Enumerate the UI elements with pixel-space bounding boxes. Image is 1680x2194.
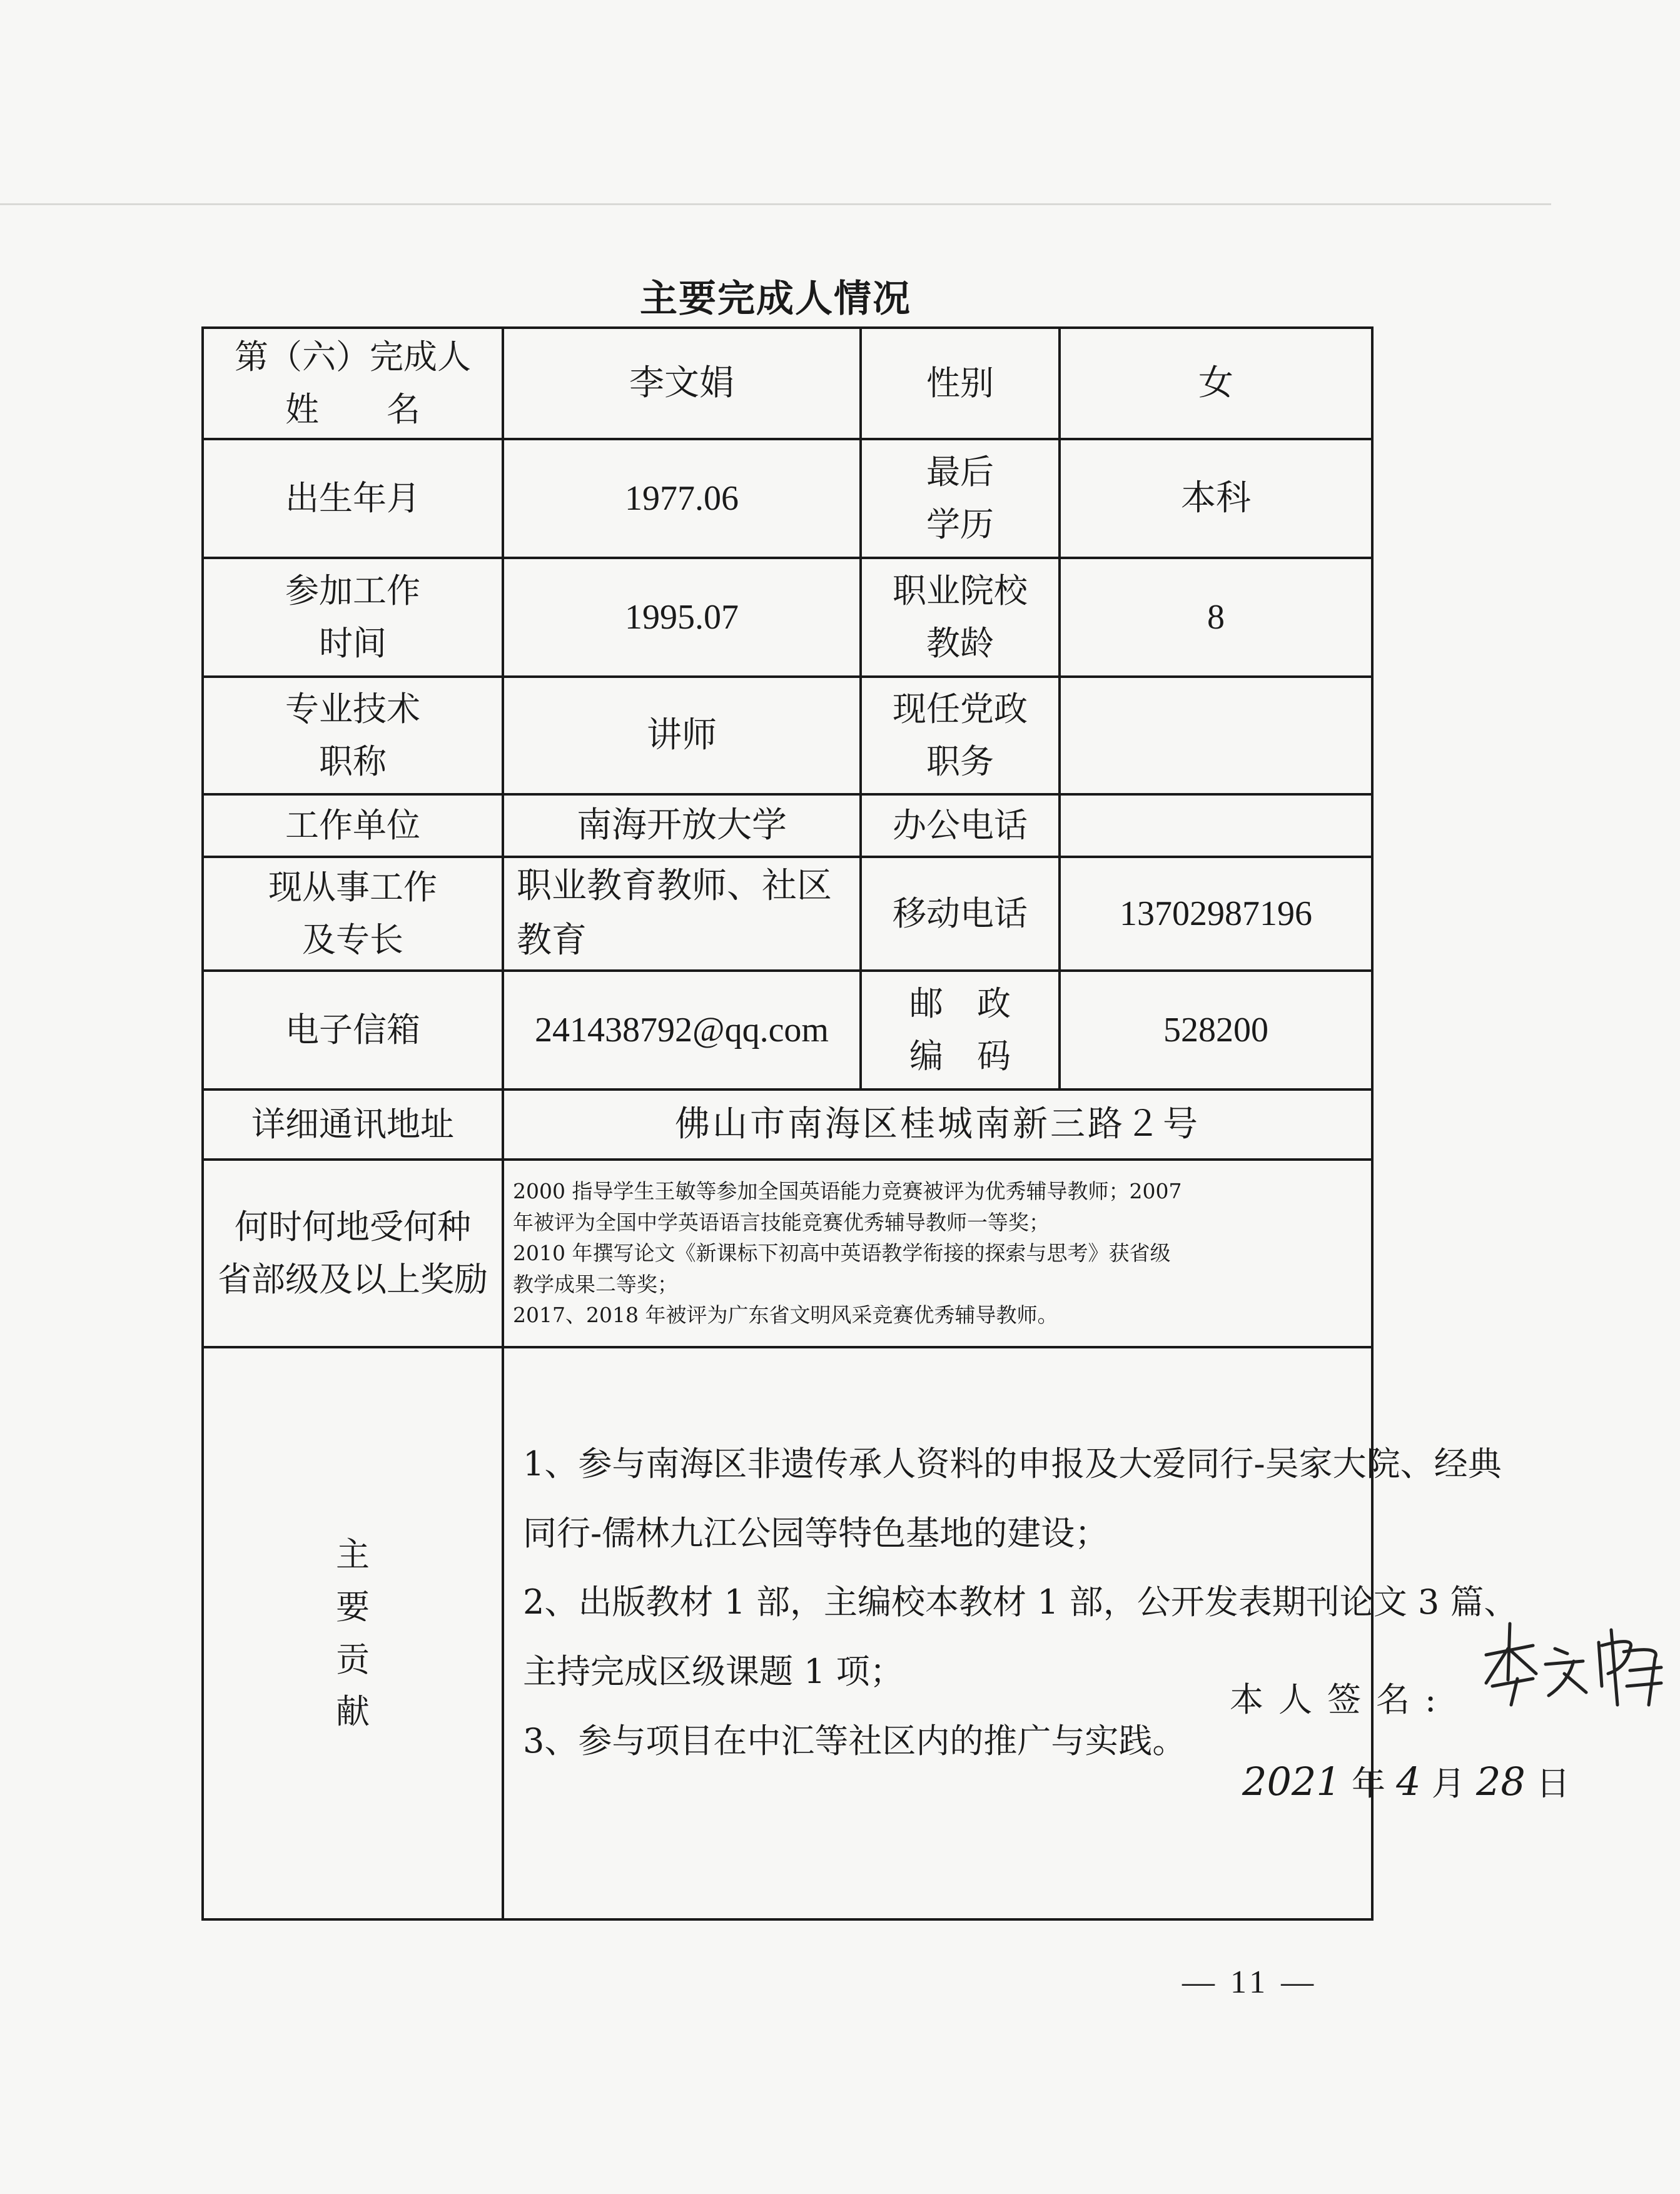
main-contribution-label: 主 要 贡 献 — [203, 1347, 503, 1919]
work-unit-value: 南海开放大学 — [503, 794, 861, 857]
awards-line: 教学成果二等奖； — [513, 1271, 678, 1297]
contribution-line: 3、参与项目在中汇等社区内的推广与实践。 — [523, 1721, 1187, 1761]
awards-line: 2010 年撰写论文《新课标下初高中英语教学衔接的探索与思考》获省级 — [513, 1241, 1171, 1266]
teaching-years-value: 8 — [1060, 558, 1372, 677]
current-work-value: 职业教育教师、社区 教育 — [503, 857, 861, 971]
signature-label: 本人签名: — [1230, 1680, 1452, 1719]
date-month: 4 — [1396, 1759, 1421, 1804]
mobile-phone-label: 移动电话 — [861, 857, 1060, 971]
birth-value: 1977.06 — [503, 439, 861, 558]
table-row — [203, 794, 1372, 857]
education-label: 最后 学历 — [861, 439, 1060, 558]
gender-label: 性别 — [861, 328, 1060, 439]
birth-label: 出生年月 — [203, 439, 503, 558]
address-value: 佛山市南海区桂城南新三路２号 — [503, 1089, 1372, 1160]
date-day: 28 — [1475, 1759, 1526, 1804]
contribution-line: 同行-儒林九江公园等特色基地的建设； — [523, 1513, 1109, 1553]
current-work-label: 现从事工作 及专长 — [203, 857, 503, 971]
table-row — [203, 971, 1372, 1089]
table-row — [203, 1160, 1372, 1347]
work-unit-label: 工作单位 — [203, 794, 503, 857]
table-row — [203, 439, 1372, 558]
awards-line: 2000 指导学生王敏等参加全国英语能力竞赛被评为优秀辅导教师；2007 — [513, 1179, 1182, 1204]
office-phone-value — [1060, 794, 1372, 857]
signature-date: 2021 年 4 月 28 日 — [1242, 1759, 1571, 1804]
postcode-label: 邮 政 编 码 — [861, 971, 1060, 1089]
office-phone-label: 办公电话 — [861, 794, 1060, 857]
mobile-phone-value: 13702987196 — [1060, 857, 1372, 971]
table-row — [203, 1089, 1372, 1160]
email-label: 电子信箱 — [203, 971, 503, 1089]
professional-title-value: 讲师 — [503, 677, 861, 794]
email-value: 241438792@qq.com — [503, 971, 861, 1089]
main-contribution-content — [503, 1347, 1571, 1919]
awards-label: 何时何地受何种 省部级及以上奖励 — [203, 1160, 503, 1347]
work-start-label: 参加工作 时间 — [203, 558, 503, 677]
address-label: 详细通讯地址 — [203, 1089, 503, 1160]
contribution-line: 主持完成区级课题 1 项； — [523, 1652, 904, 1692]
professional-title-label: 专业技术 职称 — [203, 677, 503, 794]
postcode-value: 528200 — [1060, 971, 1372, 1089]
work-start-value: 1995.07 — [503, 558, 861, 677]
date-year: 2021 — [1242, 1759, 1341, 1804]
contributor-form-table — [201, 326, 1571, 1921]
page-number: — 11 — — [1182, 1964, 1318, 2000]
scan-fold-line — [0, 203, 1551, 205]
teaching-years-label: 职业院校 教龄 — [861, 558, 1060, 677]
name-value: 李文娟 — [503, 328, 861, 439]
party-position-label: 现任党政 职务 — [861, 677, 1060, 794]
table-row — [203, 1347, 1372, 1919]
table-row — [203, 558, 1372, 677]
awards-line: 2017、2018 年被评为广东省文明风采竞赛优秀辅导教师。 — [513, 1303, 1058, 1328]
awards-value — [503, 1160, 1372, 1347]
table-row — [203, 328, 1372, 439]
gender-value: 女 — [1060, 328, 1372, 439]
party-position-value — [1060, 677, 1372, 794]
page-title: 主要完成人情况 — [640, 277, 911, 321]
name-label: 第（六）完成人 姓 名 — [203, 328, 503, 439]
awards-line: 年被评为全国中学英语语言技能竞赛优秀辅导教师一等奖； — [513, 1210, 1050, 1235]
contribution-line: 2、出版教材 1 部，主编校本教材 1 部，公开发表期刊论文 3 篇、 — [523, 1582, 1518, 1622]
education-value: 本科 — [1060, 439, 1372, 558]
contribution-line: 1、参与南海区非遗传承人资料的申报及大爱同行-吴家大院、经典 — [523, 1444, 1502, 1484]
handwritten-signature — [1474, 1611, 1680, 1711]
table-row — [203, 857, 1372, 971]
table-row — [203, 677, 1372, 794]
